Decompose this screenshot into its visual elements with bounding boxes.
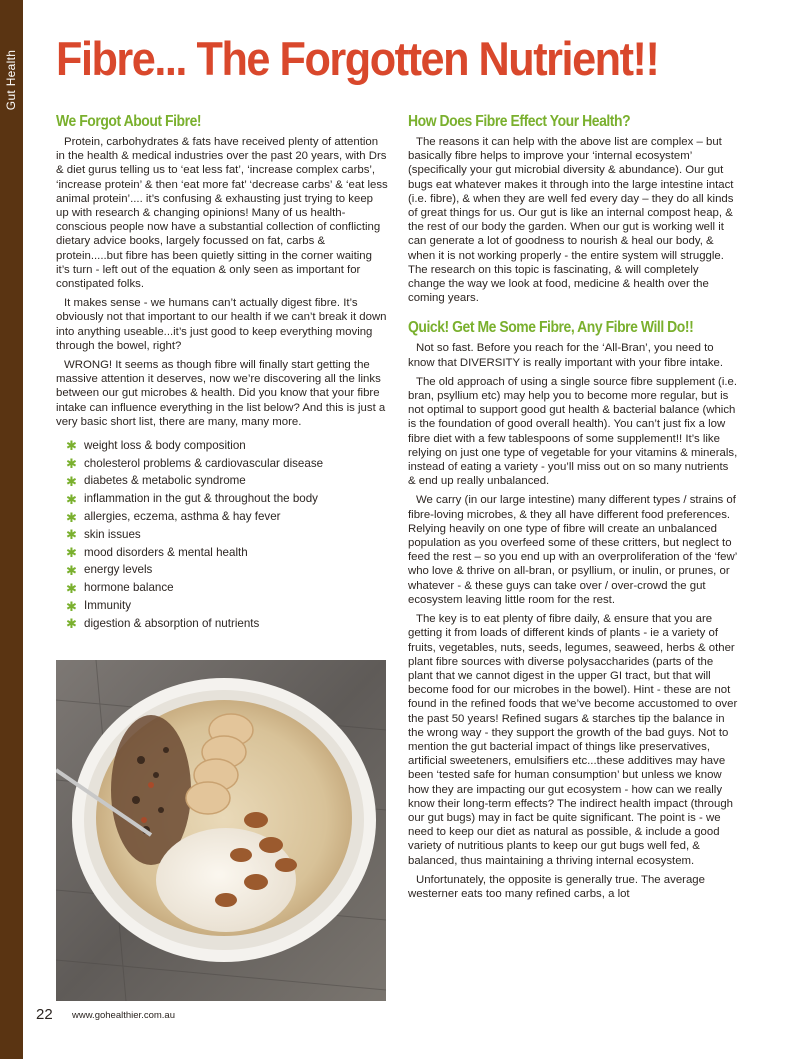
asterisk-icon: ✱ — [66, 563, 77, 579]
porridge-bowl-photo — [56, 660, 386, 1001]
porridge-bowl-illustration — [56, 660, 386, 1001]
side-bar — [0, 0, 23, 1059]
article-title: Fibre... The Forgotten Nutrient!! — [56, 32, 659, 85]
paragraph: Protein, carbohydrates & fats have received plenty of attention in the health & medical industries over the past 20 years, with Drs & diet gurus telling us to ‘eat less fat’, ‘increase complex carbs’, ‘increase protein’ & then ‘eat more fat’ ‘decrease carbs’ & ‘eat less animal protein’.... it’s confusing & exhausting just trying to keep up with research & changing opinions! Many of us health-conscious people now have a substantial collection of conflicting dietary advice books, largely focussed on fat, carbs & protein.....but fibre has been quietly sitting in the corner waiting it’s turn - left out of the equation & only seen as important for constipated folks. — [56, 136, 388, 291]
asterisk-icon: ✱ — [66, 545, 77, 561]
paragraph: The old approach of using a single source fibre supplement (i.e. bran, psyllium etc) may help you to become more regular, but is not optimal to support good gut health & bacterial balance (which is the foundation of good overall health). You can’t just fix a low fibre diet with a few tablespoons of some supplement!! It’s like relying on just one type of vegetable for your vitamins & minerals, instead of eating a variety - you’ll miss out on so many nutrients & end up really unbalanced. — [408, 375, 738, 488]
list-item — [56, 615, 388, 633]
list-item — [56, 544, 388, 562]
list-item — [56, 579, 388, 597]
paragraph: WRONG! It seems as though fibre will finally start getting the massive attention it deserves, now we’re discovering all the links between our gut microbes & health. Did you know that your fibre intake can influence everything in the list below? And this is just a very basic short list, there are many, many more. — [56, 359, 386, 428]
list-item-text: Immunity — [84, 599, 132, 613]
paragraph: Unfortunately, the opposite is generally true. The average westerner eats too many refined carbs, a lot — [408, 873, 705, 900]
asterisk-icon: ✱ — [66, 474, 77, 490]
list-item — [56, 473, 388, 491]
list-item — [56, 597, 388, 615]
asterisk-icon: ✱ — [66, 456, 77, 472]
paragraph: The reasons it can help with the above list are complex – but basically fibre helps to improve your ‘internal ecosystem’ (specifically your gut microbial diversity & abundance). Our gut bugs eat whatever makes it through into the large intestine intact (i.e. fibre), & when they are well fed every day – they do all kinds of great things for us. Our gut is like an internal compost heap, & the rest of our body the garden. When our gut is working well it can generate a lot of goodness to nourish & heal our body, & when it is not working properly - the entire system will struggle. The research on this topic is fascinating, & will completely change the way we look at food, medicine & health over the coming years. — [408, 136, 734, 305]
section-label — [0, 40, 23, 120]
list-item — [56, 508, 388, 526]
heading-how-does-fibre-effect-your-health: How Does Fibre Effect Your Health? — [408, 113, 631, 130]
section-label-text: Gut Health — [4, 49, 19, 111]
heading-we-forgot-about-fibre: We Forgot About Fibre! — [56, 113, 202, 130]
paragraph: Not so fast. Before you reach for the ‘All-Bran’, you need to know that DIVERSITY is really important with your fibre intake. — [408, 342, 724, 369]
right-column — [408, 112, 738, 906]
list-item — [56, 455, 388, 473]
heading-quick-get-me-some-fibre: Quick! Get Me Some Fibre, Any Fibre Will Do!! — [408, 319, 694, 337]
asterisk-icon: ✱ — [66, 580, 77, 596]
asterisk-icon: ✱ — [66, 509, 77, 525]
list-item-text: inflammation in the gut & throughout the body — [84, 492, 318, 506]
asterisk-icon: ✱ — [66, 598, 77, 614]
asterisk-icon: ✱ — [66, 491, 77, 507]
list-item-text: skin issues — [84, 527, 141, 541]
list-item-text: allergies, eczema, asthma & hay fever — [84, 510, 281, 524]
paragraph: It makes sense - we humans can’t actually digest fibre. It’s obviously not that important to our health if we can’t break it down into anything useable...it’s just good to keep everything moving through the bowel, right? — [56, 297, 387, 352]
page-number: 22 — [36, 1006, 53, 1023]
list-item-text: hormone balance — [84, 581, 174, 595]
left-column — [56, 112, 388, 633]
website-url: www.gohealthier.com.au — [72, 1010, 175, 1021]
asterisk-icon: ✱ — [66, 438, 77, 454]
health-impact-list — [56, 437, 388, 633]
list-item-text: energy levels — [84, 563, 153, 577]
list-item-text: diabetes & metabolic syndrome — [84, 474, 246, 488]
list-item — [56, 562, 388, 580]
list-item-text: digestion & absorption of nutrients — [84, 616, 260, 630]
list-item-text: mood disorders & mental health — [84, 545, 248, 559]
list-item — [56, 437, 388, 455]
paragraph: We carry (in our large intestine) many different types / strains of fibre-loving microbes, & they all have different food preferences. Relying heavily on one type of fibre will create an unbalanced population as you overfeed some of these critters, but neglect to feed the rest – so you end up with an overproliferation of the ‘few’ who love & thrive on all-bran, or psyllium, or inulin, or prunes, or whatever - & these guys can take over / over-crowd the gut ecosystem leaving little room for the rest. — [408, 494, 737, 606]
list-item-text: weight loss & body composition — [84, 438, 246, 452]
list-item — [56, 526, 388, 544]
asterisk-icon: ✱ — [66, 616, 77, 632]
list-item-text: cholesterol problems & cardiovascular disease — [84, 456, 324, 470]
list-item — [56, 490, 388, 508]
paragraph: The key is to eat plenty of fibre daily, & ensure that you are getting it from loads of different kinds of plants - ie a variety of fruits, vegetables, nuts, seeds, legumes, seaweed, herbs & other plant fibre sources with diverse polysaccharides (parts of the plant that we cannot digest in the upper GI tract, but that will become food for our microbes in the bowel). Hint - these are not found in the refined foods that we’ve become accustomed to over the past 50 years! Refined sugars & starches tip the balance in the wrong way - they support the growth of the bad guys. Not to mention the gut bacterial impact of things like preservatives, artificial sweeteners, emulsifiers etc...these additives may have been ‘tested safe for human consumption’ but unless we know how they are impacting our gut ecosystem - how can we really know their long-term effects? The indirect health impact (through our gut bugs) may in fact be quite significant. The point is - we need to keep our diet as natural as possible, & include a good variety of nutritious plants to keep our gut bugs well fed, & balanced, thus maintaining a thriving internal ecosystem. — [408, 613, 738, 867]
asterisk-icon: ✱ — [66, 527, 77, 543]
